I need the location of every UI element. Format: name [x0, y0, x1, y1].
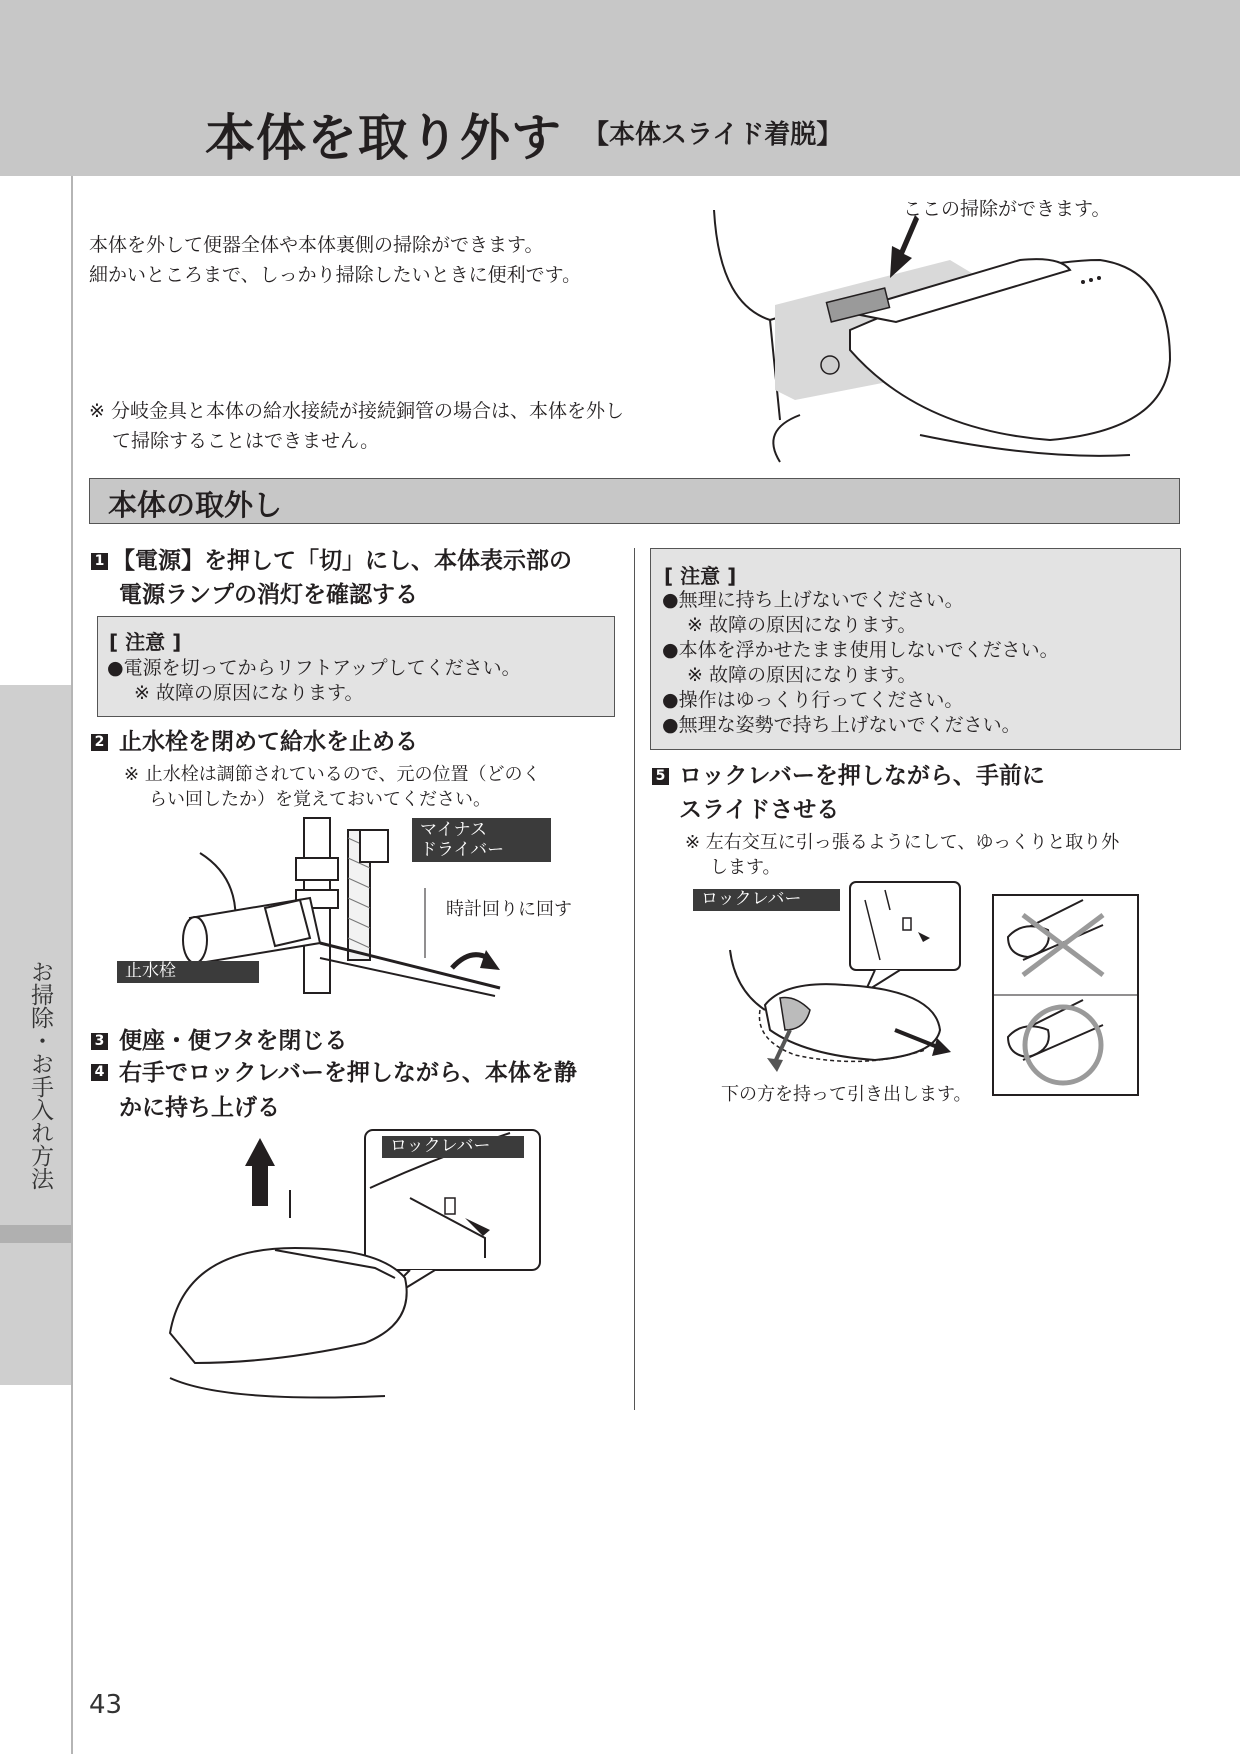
intro-note-line-1: ※ 分岐金具と本体の給水接続が接続銅管の場合は、本体を外し	[89, 400, 624, 422]
toilet-overview-illustration	[700, 200, 1180, 470]
side-tab-label: お掃除・お手入れ方法	[27, 960, 53, 1190]
caution-2-title: [ 注意 ]	[664, 564, 737, 588]
step-2-number: 2	[91, 734, 108, 751]
valve-label: 止水栓	[117, 961, 259, 983]
step-3-heading: 便座・便フタを閉じる	[119, 1028, 348, 1054]
grip-comparison-illustration	[993, 895, 1140, 1097]
caution-1-line-2: ※ 故障の原因になります。	[134, 682, 364, 704]
page-subtitle: 【本体スライド着脱】	[583, 120, 843, 150]
driver-label-line-2: ドライバー	[420, 840, 505, 860]
left-margin-rule	[71, 176, 73, 1754]
figure-caption: ここの掃除ができます。	[903, 198, 1111, 220]
rotate-label: 時計回りに回す	[446, 899, 572, 920]
page-title: 本体を取り外す	[205, 109, 562, 167]
caution-2-line-3: ●本体を浮かせたまま使用しないでください。	[662, 639, 1059, 661]
slide-caption: 下の方を持って引き出します。	[721, 1084, 972, 1105]
caution-2-line-2: ※ 故障の原因になります。	[687, 614, 917, 636]
slide-lever-label: ロックレバー	[693, 889, 840, 911]
caution-1-title: [ 注意 ]	[109, 630, 182, 654]
step-4-number: 4	[91, 1064, 108, 1081]
step-5-number: 5	[652, 768, 669, 785]
caution-2-line-4: ※ 故障の原因になります。	[687, 664, 917, 686]
step-5-heading-line-1: ロックレバーを押しながら、手前に	[679, 763, 1045, 789]
intro-note-line-2: て掃除することはできません。	[112, 430, 380, 452]
driver-label-box	[412, 818, 551, 862]
step-5-note-line-2: します。	[710, 857, 781, 878]
caution-2-line-5: ●操作はゆっくり行ってください。	[662, 689, 964, 711]
driver-label-line-1: マイナス	[420, 820, 487, 840]
step-5-note-line-1: ※ 左右交互に引っ張るようにして、ゆっくりと取り外	[685, 832, 1120, 853]
step-1-heading-line-2: 電源ランプの消灯を確認する	[119, 582, 418, 608]
caution-2-line-1: ●無理に持ち上げないでください。	[662, 589, 964, 611]
lift-illustration	[165, 1128, 545, 1408]
intro-line-1: 本体を外して便器全体や本体裏側の掃除ができます。	[89, 234, 544, 256]
step-5-heading-line-2: スライドさせる	[679, 797, 840, 823]
step-4-heading-line-2: かに持ち上げる	[119, 1095, 280, 1121]
caution-2-line-6: ●無理な姿勢で持ち上げないでください。	[662, 714, 1021, 736]
step-1-number: 1	[91, 553, 108, 570]
page-number: 43	[89, 1690, 123, 1720]
step-2-note-line-2: らい回したか）を覚えておいてください。	[149, 789, 491, 810]
intro-line-2: 細かいところまで、しっかり掃除したいときに便利です。	[89, 264, 582, 286]
step-2-note-line-1: ※ 止水栓は調節されているので、元の位置（どのく	[124, 764, 541, 785]
section-title: 本体の取外し	[108, 488, 283, 522]
side-tab-marker	[0, 1225, 71, 1243]
step-1-heading-line-1: 【電源】を押して「切」にし、本体表示部の	[112, 548, 572, 574]
column-divider	[634, 548, 635, 1410]
lift-lever-label: ロックレバー	[382, 1136, 524, 1158]
caution-1-line-1: ●電源を切ってからリフトアップしてください。	[107, 657, 521, 679]
step-3-number: 3	[91, 1033, 108, 1050]
step-4-heading-line-1: 右手でロックレバーを押しながら、本体を静	[119, 1060, 577, 1086]
step-2-heading: 止水栓を閉めて給水を止める	[119, 729, 418, 755]
slide-illustration	[715, 880, 965, 1090]
